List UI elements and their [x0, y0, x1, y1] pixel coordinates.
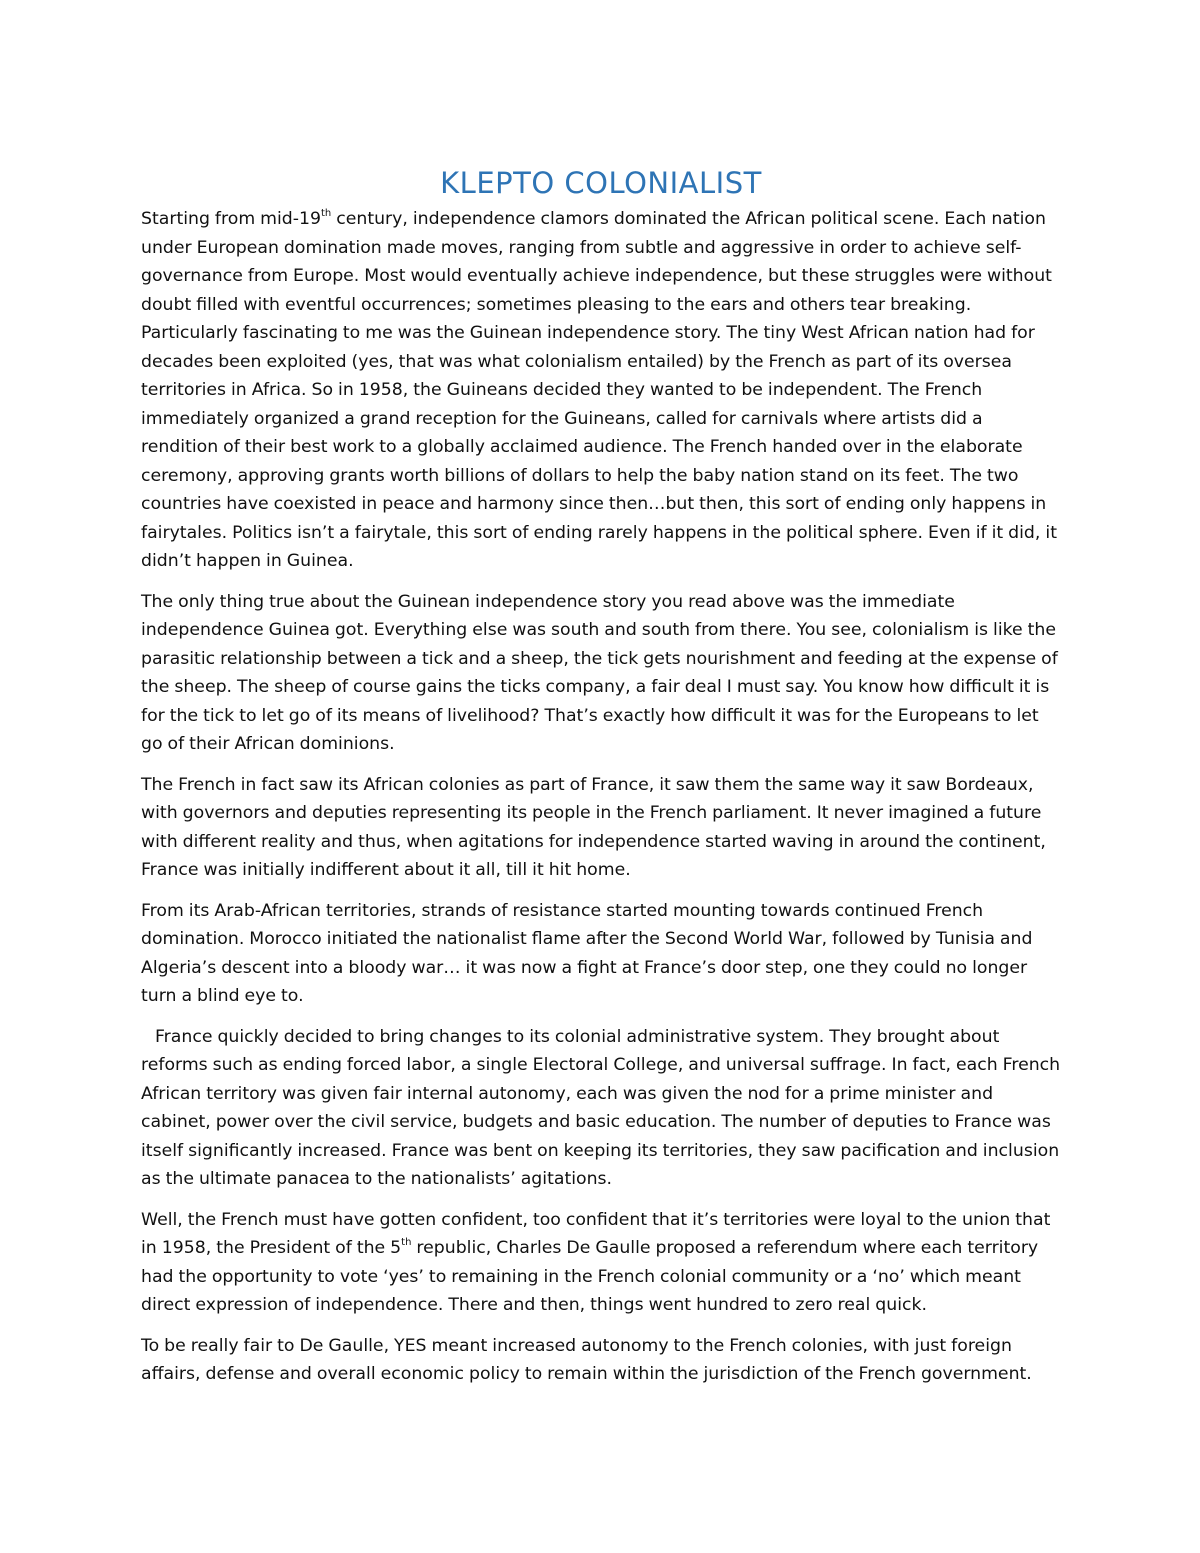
paragraph-7: To be really fair to De Gaulle, YES meant increased autonomy to the French colonies, with just foreign affairs, defense and overall economic policy to remain within the jurisdiction of the French government.	[141, 1335, 1032, 1384]
paragraph-2: The only thing true about the Guinean independence story you read above was the immediate independence Guinea got. Everything else was south and south from there. You see, colonialism is like the parasitic relationship between a tick and a sheep, the tick gets nourishment and feeding at the expense of the sheep. The sheep of course gains the ticks company, a fair deal I must say. You know how difficult it is for the tick to let go of its means of livelihood? That’s exactly how difficult it was for the Europeans to let go of their African dominions.	[141, 591, 1058, 754]
paragraph-3: The French in fact saw its African colonies as part of France, it saw them the same way it saw Bordeaux, with governors and deputies representing its people in the French parliament. It never imagined a future with different reality and thus, when agitations for independence started waving in around the continent, France was initially indifferent about it all, till it hit home.	[141, 774, 1046, 880]
document-title: KLEPTO COLONIALIST	[440, 166, 762, 200]
ordinal-superscript: th	[401, 1237, 412, 1249]
paragraph-1-text-start: Starting from mid-19	[141, 209, 321, 229]
paragraph-6	[141, 1206, 1061, 1320]
paragraph-1-text-end: century, independence clamors dominated the African political scene. Each nation under European domination made moves, ranging from subtle and aggressive in order to achieve self-governance from Europe. Most would eventually achieve independence, but these struggles were without doubt filled with eventful occurrences; sometimes pleasing to the ears and others tear breaking. Particularly fascinating to me was the Guinean independence story. The tiny West African nation had for decades been exploited (yes, that was what colonialism entailed) by the French as part of its oversea territories in Africa. So in 1958, the Guineans decided they wanted to be independent. The French immediately organized a grand reception for the Guineans, called for carnivals where artists did a rendition of their best work to a globally acclaimed audience. The French handed over in the elaborate ceremony, approving grants worth billions of dollars to help the baby nation stand on its feet. The two countries have coexisted in peace and harmony since then…but then, this sort of ending only happens in fairytales. Politics isn’t a fairytale, this sort of ending rarely happens in the political sphere. Even if it did, it didn’t happen in Guinea.	[141, 209, 1057, 571]
paragraph-1	[141, 205, 1061, 576]
paragraph-4: From its Arab-African territories, strands of resistance started mounting towards continued French domination. Morocco initiated the nationalist flame after the Second World War, followed by Tunisia and Algeria’s descent into a bloody war… it was now a fight at France’s door step, one they could no longer turn a blind eye to.	[141, 900, 1033, 1006]
document-body	[141, 163, 1061, 1401]
ordinal-superscript: th	[320, 208, 332, 220]
paragraph-6-text-start: Well, the French must have gotten confident, too confident that it’s territories were loyal to the union that in 1958, the President of the 5	[141, 1209, 1051, 1258]
paragraph-5	[141, 1023, 1061, 1194]
paragraph-6-text-end: republic, Charles De Gaulle proposed a referendum where each territory had the opportunity to vote ‘yes’ to remaining in the French colonial community or a ‘no’ which meant direct expression of independence. There and then, things went hundred to zero real quick.	[141, 1238, 1039, 1315]
paragraph-5-text: France quickly decided to bring changes to its colonial administrative system. They brought about reforms such as ending forced labor, a single Electoral College, and universal suffrage. In fact, each French African territory was given fair internal autonomy, each was given the nod for a prime minister and cabinet, power over the civil service, budgets and basic education. The number of deputies to France was itself significantly increased. France was bent on keeping its territories, they saw pacification and inclusion as the ultimate panacea to the nationalists’ agitations.	[141, 1026, 1061, 1189]
